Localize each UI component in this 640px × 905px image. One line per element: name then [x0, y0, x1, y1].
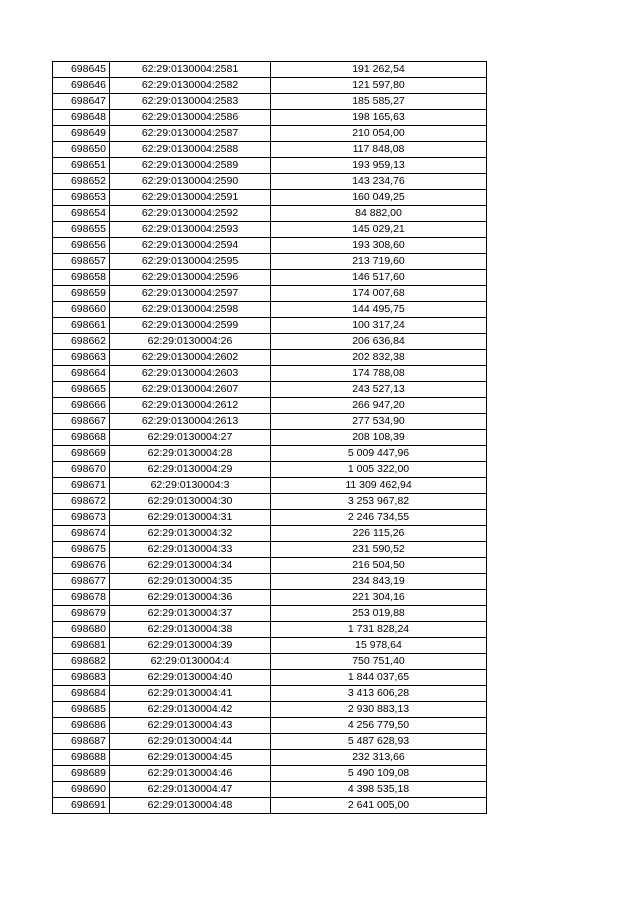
cadastral-value-cell: 5 009 447,96 — [271, 446, 487, 462]
table-row — [53, 526, 487, 542]
row-number-cell: 698656 — [53, 238, 110, 254]
cadastral-value-cell: 121 597,80 — [271, 78, 487, 94]
row-number-cell: 698652 — [53, 174, 110, 190]
row-number-cell: 698671 — [53, 478, 110, 494]
table-row — [53, 798, 487, 814]
table-row — [53, 750, 487, 766]
row-number-cell: 698658 — [53, 270, 110, 286]
cadastral-value-cell: 144 495,75 — [271, 302, 487, 318]
row-number-cell: 698654 — [53, 206, 110, 222]
row-number-cell: 698661 — [53, 318, 110, 334]
table-row — [53, 110, 487, 126]
table-body — [53, 62, 487, 814]
cadastral-value-cell: 84 882,00 — [271, 206, 487, 222]
row-number-cell: 698659 — [53, 286, 110, 302]
row-number-cell: 698648 — [53, 110, 110, 126]
row-number-cell: 698669 — [53, 446, 110, 462]
table-row — [53, 414, 487, 430]
table-row — [53, 782, 487, 798]
table-row — [53, 78, 487, 94]
cadastral-value-cell: 174 007,68 — [271, 286, 487, 302]
row-number-cell: 698646 — [53, 78, 110, 94]
cadastral-number-cell: 62:29:0130004:2593 — [110, 222, 271, 238]
cadastral-number-cell: 62:29:0130004:36 — [110, 590, 271, 606]
cadastral-value-cell: 117 848,08 — [271, 142, 487, 158]
row-number-cell: 698674 — [53, 526, 110, 542]
table-row — [53, 542, 487, 558]
cadastral-number-cell: 62:29:0130004:2594 — [110, 238, 271, 254]
cadastral-value-cell: 160 049,25 — [271, 190, 487, 206]
row-number-cell: 698691 — [53, 798, 110, 814]
cadastral-number-cell: 62:29:0130004:48 — [110, 798, 271, 814]
cadastral-value-cell: 750 751,40 — [271, 654, 487, 670]
cadastral-number-cell: 62:29:0130004:43 — [110, 718, 271, 734]
cadastral-value-cell: 253 019,88 — [271, 606, 487, 622]
table-row — [53, 494, 487, 510]
row-number-cell: 698688 — [53, 750, 110, 766]
row-number-cell: 698660 — [53, 302, 110, 318]
cadastral-number-cell: 62:29:0130004:2599 — [110, 318, 271, 334]
row-number-cell: 698670 — [53, 462, 110, 478]
cadastral-value-cell: 2 930 883,13 — [271, 702, 487, 718]
cadastral-value-cell: 202 832,38 — [271, 350, 487, 366]
row-number-cell: 698689 — [53, 766, 110, 782]
cadastral-number-cell: 62:29:0130004:47 — [110, 782, 271, 798]
row-number-cell: 698681 — [53, 638, 110, 654]
cadastral-value-cell: 15 978,64 — [271, 638, 487, 654]
table-row — [53, 190, 487, 206]
cadastral-value-cell: 198 165,63 — [271, 110, 487, 126]
table-row — [53, 574, 487, 590]
row-number-cell: 698672 — [53, 494, 110, 510]
row-number-cell: 698649 — [53, 126, 110, 142]
cadastral-value-cell: 4 398 535,18 — [271, 782, 487, 798]
row-number-cell: 698680 — [53, 622, 110, 638]
cadastral-value-cell: 277 534,90 — [271, 414, 487, 430]
cadastral-number-cell: 62:29:0130004:2591 — [110, 190, 271, 206]
table-row — [53, 62, 487, 78]
cadastral-number-cell: 62:29:0130004:30 — [110, 494, 271, 510]
table-row — [53, 446, 487, 462]
row-number-cell: 698678 — [53, 590, 110, 606]
cadastral-number-cell: 62:29:0130004:2603 — [110, 366, 271, 382]
cadastral-value-cell: 234 843,19 — [271, 574, 487, 590]
cadastral-value-cell: 213 719,60 — [271, 254, 487, 270]
row-number-cell: 698676 — [53, 558, 110, 574]
row-number-cell: 698685 — [53, 702, 110, 718]
table-row — [53, 766, 487, 782]
table-row — [53, 286, 487, 302]
row-number-cell: 698690 — [53, 782, 110, 798]
table-row — [53, 382, 487, 398]
cadastral-number-cell: 62:29:0130004:28 — [110, 446, 271, 462]
cadastral-number-cell: 62:29:0130004:2586 — [110, 110, 271, 126]
row-number-cell: 698662 — [53, 334, 110, 350]
cadastral-value-cell: 266 947,20 — [271, 398, 487, 414]
cadastral-number-cell: 62:29:0130004:34 — [110, 558, 271, 574]
cadastral-value-cell: 5 487 628,93 — [271, 734, 487, 750]
cadastral-value-cell: 221 304,16 — [271, 590, 487, 606]
table-row — [53, 350, 487, 366]
table-row — [53, 174, 487, 190]
cadastral-value-cell: 3 413 606,28 — [271, 686, 487, 702]
row-number-cell: 698645 — [53, 62, 110, 78]
cadastral-number-cell: 62:29:0130004:45 — [110, 750, 271, 766]
cadastral-number-cell: 62:29:0130004:2583 — [110, 94, 271, 110]
cadastral-number-cell: 62:29:0130004:2598 — [110, 302, 271, 318]
row-number-cell: 698667 — [53, 414, 110, 430]
cadastral-number-cell: 62:29:0130004:2595 — [110, 254, 271, 270]
cadastral-value-cell: 216 504,50 — [271, 558, 487, 574]
table-row — [53, 142, 487, 158]
table-row — [53, 126, 487, 142]
row-number-cell: 698668 — [53, 430, 110, 446]
cadastral-number-cell: 62:29:0130004:2597 — [110, 286, 271, 302]
cadastral-number-cell: 62:29:0130004:2590 — [110, 174, 271, 190]
cadastral-number-cell: 62:29:0130004:3 — [110, 478, 271, 494]
row-number-cell: 698684 — [53, 686, 110, 702]
cadastral-value-cell: 210 054,00 — [271, 126, 487, 142]
row-number-cell: 698683 — [53, 670, 110, 686]
row-number-cell: 698673 — [53, 510, 110, 526]
cadastral-number-cell: 62:29:0130004:2592 — [110, 206, 271, 222]
row-number-cell: 698651 — [53, 158, 110, 174]
row-number-cell: 698666 — [53, 398, 110, 414]
table-row — [53, 222, 487, 238]
cadastral-value-cell: 232 313,66 — [271, 750, 487, 766]
table-row — [53, 254, 487, 270]
cadastral-value-cell: 11 309 462,94 — [271, 478, 487, 494]
cadastral-value-cell: 3 253 967,82 — [271, 494, 487, 510]
cadastral-value-cell: 1 005 322,00 — [271, 462, 487, 478]
table-row — [53, 654, 487, 670]
cadastral-value-cell: 143 234,76 — [271, 174, 487, 190]
cadastral-value-cell: 226 115,26 — [271, 526, 487, 542]
cadastral-value-cell: 100 317,24 — [271, 318, 487, 334]
cadastral-value-cell: 206 636,84 — [271, 334, 487, 350]
cadastral-value-cell: 146 517,60 — [271, 270, 487, 286]
cadastral-number-cell: 62:29:0130004:2587 — [110, 126, 271, 142]
table-row — [53, 270, 487, 286]
table-row — [53, 734, 487, 750]
cadastral-value-cell: 1 844 037,65 — [271, 670, 487, 686]
row-number-cell: 698675 — [53, 542, 110, 558]
cadastral-number-cell: 62:29:0130004:2596 — [110, 270, 271, 286]
table-row — [53, 638, 487, 654]
table-row — [53, 366, 487, 382]
cadastral-value-cell: 231 590,52 — [271, 542, 487, 558]
table-row — [53, 702, 487, 718]
row-number-cell: 698650 — [53, 142, 110, 158]
row-number-cell: 698687 — [53, 734, 110, 750]
cadastral-number-cell: 62:29:0130004:2581 — [110, 62, 271, 78]
cadastral-number-cell: 62:29:0130004:41 — [110, 686, 271, 702]
cadastral-number-cell: 62:29:0130004:32 — [110, 526, 271, 542]
table-row — [53, 462, 487, 478]
table-row — [53, 94, 487, 110]
row-number-cell: 698677 — [53, 574, 110, 590]
cadastral-value-cell: 193 308,60 — [271, 238, 487, 254]
cadastral-number-cell: 62:29:0130004:29 — [110, 462, 271, 478]
table-row — [53, 606, 487, 622]
table-row — [53, 302, 487, 318]
row-number-cell: 698653 — [53, 190, 110, 206]
row-number-cell: 698665 — [53, 382, 110, 398]
table-row — [53, 158, 487, 174]
row-number-cell: 698655 — [53, 222, 110, 238]
cadastral-number-cell: 62:29:0130004:2613 — [110, 414, 271, 430]
cadastral-number-cell: 62:29:0130004:33 — [110, 542, 271, 558]
cadastral-number-cell: 62:29:0130004:37 — [110, 606, 271, 622]
table-row — [53, 478, 487, 494]
cadastral-number-cell: 62:29:0130004:40 — [110, 670, 271, 686]
cadastral-value-cell: 185 585,27 — [271, 94, 487, 110]
table-row — [53, 238, 487, 254]
cadastral-value-cell: 1 731 828,24 — [271, 622, 487, 638]
row-number-cell: 698686 — [53, 718, 110, 734]
cadastral-number-cell: 62:29:0130004:2588 — [110, 142, 271, 158]
cadastral-value-cell: 2 246 734,55 — [271, 510, 487, 526]
table-row — [53, 670, 487, 686]
table-row — [53, 334, 487, 350]
cadastral-number-cell: 62:29:0130004:2589 — [110, 158, 271, 174]
row-number-cell: 698663 — [53, 350, 110, 366]
cadastral-number-cell: 62:29:0130004:27 — [110, 430, 271, 446]
cadastral-value-cell: 191 262,54 — [271, 62, 487, 78]
cadastral-value-cell: 243 527,13 — [271, 382, 487, 398]
cadastral-value-cell: 5 490 109,08 — [271, 766, 487, 782]
cadastral-value-cell: 193 959,13 — [271, 158, 487, 174]
table-row — [53, 686, 487, 702]
row-number-cell: 698647 — [53, 94, 110, 110]
cadastral-number-cell: 62:29:0130004:35 — [110, 574, 271, 590]
table-row — [53, 430, 487, 446]
cadastral-value-cell: 145 029,21 — [271, 222, 487, 238]
table-row — [53, 318, 487, 334]
table-row — [53, 718, 487, 734]
cadastral-value-table — [52, 61, 487, 814]
cadastral-number-cell: 62:29:0130004:2612 — [110, 398, 271, 414]
row-number-cell: 698679 — [53, 606, 110, 622]
table-row — [53, 622, 487, 638]
cadastral-value-cell: 208 108,39 — [271, 430, 487, 446]
cadastral-number-cell: 62:29:0130004:44 — [110, 734, 271, 750]
row-number-cell: 698657 — [53, 254, 110, 270]
cadastral-number-cell: 62:29:0130004:42 — [110, 702, 271, 718]
row-number-cell: 698682 — [53, 654, 110, 670]
table-row — [53, 558, 487, 574]
cadastral-number-cell: 62:29:0130004:2602 — [110, 350, 271, 366]
row-number-cell: 698664 — [53, 366, 110, 382]
cadastral-number-cell: 62:29:0130004:38 — [110, 622, 271, 638]
cadastral-number-cell: 62:29:0130004:2607 — [110, 382, 271, 398]
cadastral-value-cell: 4 256 779,50 — [271, 718, 487, 734]
cadastral-number-cell: 62:29:0130004:46 — [110, 766, 271, 782]
cadastral-number-cell: 62:29:0130004:39 — [110, 638, 271, 654]
cadastral-number-cell: 62:29:0130004:2582 — [110, 78, 271, 94]
cadastral-value-cell: 2 641 005,00 — [271, 798, 487, 814]
table-row — [53, 510, 487, 526]
cadastral-value-cell: 174 788,08 — [271, 366, 487, 382]
cadastral-number-cell: 62:29:0130004:4 — [110, 654, 271, 670]
cadastral-number-cell: 62:29:0130004:26 — [110, 334, 271, 350]
table-row — [53, 206, 487, 222]
cadastral-number-cell: 62:29:0130004:31 — [110, 510, 271, 526]
table-row — [53, 398, 487, 414]
table-row — [53, 590, 487, 606]
